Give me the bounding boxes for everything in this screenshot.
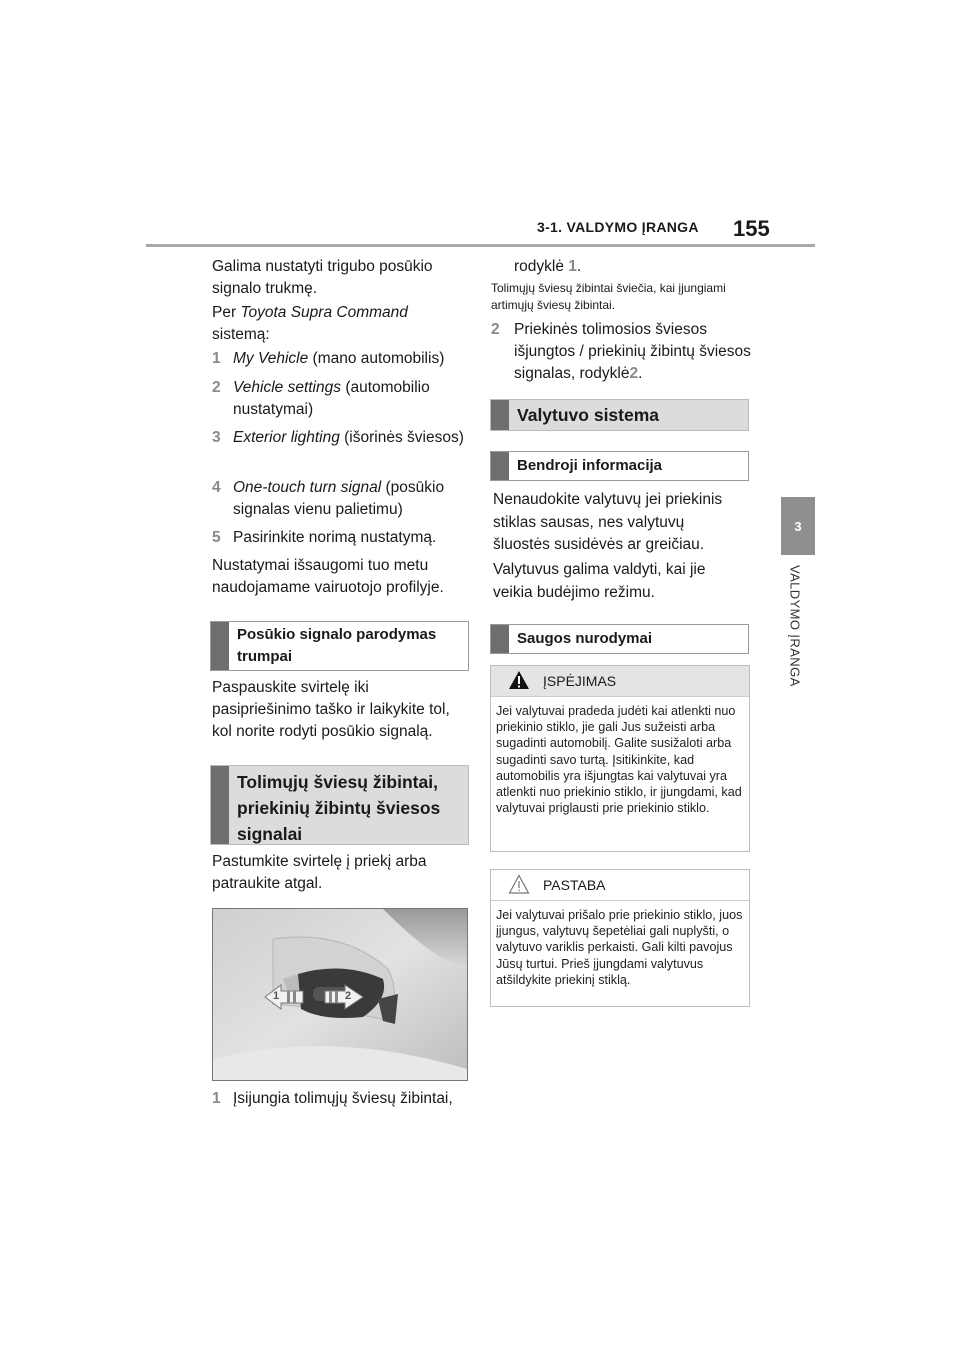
general-paragraph-1: Nenaudokite valytuvų jei priekinis stiklas sausas, nes valytuvų šluostės susidėvės ar greičiau. xyxy=(493,491,723,553)
warning-header xyxy=(491,666,749,697)
step-desc: (mano automobilis) xyxy=(312,350,445,367)
warning-body: Jei valytuvai pradeda judėti kai atlenkti nuo priekinio stiklo, jie gali Jus sužeisti arba sugadinti automobilį. Galite susižaloti arba sugadinti savo turtą. Įsitikinkite, kad automobilis yra išjungtas kai valytuvai yra atlenkti nuo priekinio stiklo, ir įjungdami, kad valytuvai priglausti prie priekinio stiklo. xyxy=(496,704,742,816)
arrow-label-2: 2 xyxy=(345,990,352,1002)
step-desc: (išorinės šviesos) xyxy=(344,429,464,446)
stalk-illustration xyxy=(212,908,468,1081)
highbeam-item-1 xyxy=(212,1088,482,1110)
heading-turn-signal-brief xyxy=(210,621,469,671)
step-menu: My Vehicle xyxy=(233,350,309,367)
heading-text: Tolimųjų šviesų žibintai, priekinių žibintų šviesos signalai xyxy=(237,772,441,844)
heading-text: Posūkio signalo parodymas trumpai xyxy=(237,626,437,665)
per-prefix: Per xyxy=(212,304,237,321)
item-text: Įsijungia tolimųjų šviesų žibintai, xyxy=(233,1090,453,1107)
step-desc: (posūkio signalas vienu palietimu) xyxy=(233,479,445,518)
warning-triangle-icon xyxy=(508,670,530,690)
heading-bar xyxy=(491,400,509,430)
step-number: 4 xyxy=(212,479,221,496)
step-desc: (automobilio nustatymai) xyxy=(233,379,430,418)
heading-safety xyxy=(490,624,749,654)
stalk-drawing xyxy=(213,909,467,1080)
intro-paragraph: Galima nustatyti trigubo posūkio signalo trukmę. xyxy=(212,258,433,297)
heading-bar xyxy=(491,452,509,480)
push-paragraph: Pastumkite svirtelę į priekį arba patraukite atgal. xyxy=(212,853,427,892)
chapter-label xyxy=(775,565,815,705)
notice-title: PASTABA xyxy=(543,877,606,893)
item1-arrow-ref: 1 xyxy=(568,258,577,275)
item1-continuation: rodyklė 1. xyxy=(514,258,582,275)
general-paragraph-2: Valytuvus galima valdyti, kai jie veikia budėjimo režimu. xyxy=(493,561,706,601)
step-1 xyxy=(212,348,472,370)
step-number: 3 xyxy=(212,429,221,446)
heading-text: Saugos nurodymai xyxy=(517,630,653,647)
step-5 xyxy=(212,527,472,549)
heading-bar xyxy=(211,766,229,844)
small-note: Tolimųjų šviesų žibintai šviečia, kai įjungiami artimųjų šviesų žibintai. xyxy=(491,281,726,312)
notice-box xyxy=(490,869,750,1007)
heading-general-info xyxy=(490,451,749,481)
notice-body: Jei valytuvai prišalo prie priekinio stiklo, juos įjungus, valytuvų šepetėliai gali nuplyšti, o valytuvo variklis perkaisti. Gali kilti pavojus Jūsų turtui. Prieš įjungdami valytuvus atšildykite priekinį stiklą. xyxy=(496,908,743,987)
item-number: 2 xyxy=(491,321,500,338)
step-desc: Pasirinkite norimą nustatymą. xyxy=(233,529,437,546)
step-menu: Exterior lighting xyxy=(233,429,340,446)
warning-title: ĮSPĖJIMAS xyxy=(543,673,617,689)
step-3 xyxy=(212,427,472,449)
per-paragraph xyxy=(212,302,472,346)
heading-bar xyxy=(491,625,509,653)
section-title: 3-1. VALDYMO ĮRANGA xyxy=(537,219,699,235)
header-rule xyxy=(146,244,815,247)
chapter-tab: 3 xyxy=(781,497,815,555)
step-number: 5 xyxy=(212,529,221,546)
heading-bar xyxy=(211,622,229,670)
saved-paragraph: Nustatymai išsaugomi tuo metu naudojamame vairuotojo profilyje. xyxy=(212,557,444,596)
step-number: 1 xyxy=(212,350,221,367)
step-menu: One-touch turn signal xyxy=(233,479,382,496)
per-system-name: Toyota Supra Command xyxy=(240,304,408,321)
notice-triangle-icon xyxy=(508,874,530,894)
warning-box xyxy=(490,665,750,852)
heading-wiper-system xyxy=(490,399,749,431)
step-4 xyxy=(212,477,472,521)
per-suffix: sistemą: xyxy=(212,326,270,343)
highbeam-item-2: 2 Priekinės tolimosios šviesos išjungtos / priekinių žibintų šviesos signalas, rodyklė2. xyxy=(491,321,751,382)
step-number: 2 xyxy=(212,379,221,396)
item-text: Priekinės tolimosios šviesos išjungtos / priekinių žibintų šviesos signalas, rodyklė xyxy=(514,321,751,382)
arrow-label-1: 1 xyxy=(273,990,280,1002)
notice-header xyxy=(491,870,749,901)
step-2 xyxy=(212,377,472,421)
step-menu: Vehicle settings xyxy=(233,379,341,396)
heading-high-beam xyxy=(210,765,469,845)
item1-cont-text: rodyklė xyxy=(514,258,564,275)
page-number: 155 xyxy=(733,216,770,241)
item-number: 1 xyxy=(212,1090,221,1107)
brief-paragraph: Paspauskite svirtelę iki pasipriešinimo taško ir laikykite tol, kol norite rodyti posūkio signalą. xyxy=(212,679,450,740)
heading-text: Bendroji informacija xyxy=(517,457,663,474)
chapter-label-text: VALDYMO ĮRANGA xyxy=(787,565,803,687)
heading-text: Valytuvo sistema xyxy=(517,405,660,425)
item2-arrow-ref: 2 xyxy=(629,365,639,382)
